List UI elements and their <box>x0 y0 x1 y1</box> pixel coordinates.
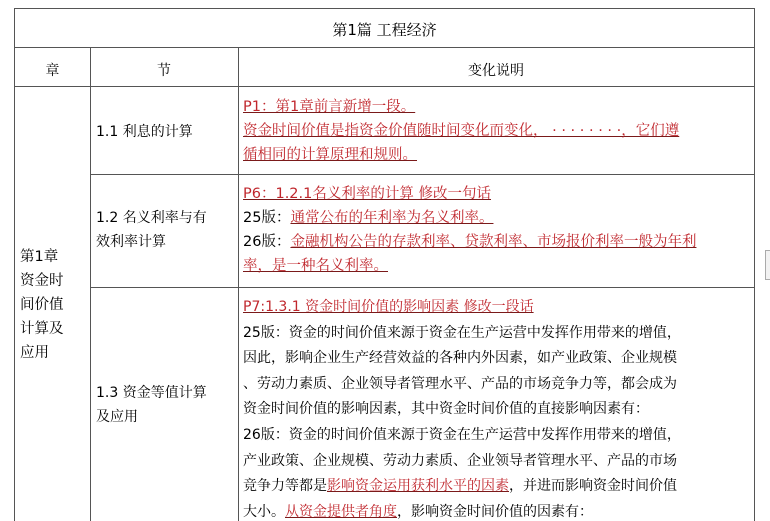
change-table <box>14 8 755 521</box>
column-divider <box>238 47 239 521</box>
table-title: 第1篇 工程经济 <box>332 21 437 39</box>
section-label: 1.3 资金等值计算 及应用 <box>96 385 207 425</box>
chapter-label: 第1章 资金时 间价值 计算及 应用 <box>20 249 64 361</box>
row-divider <box>90 174 754 175</box>
header-description: 变化说明 <box>468 63 524 79</box>
header-chapter: 章 <box>45 63 60 79</box>
change-description: P1：第1章前言新增一段。 资金时间价值是指资金价值随时间变化而变化， · · · · · · · ·，它们遵 循相同的计算原理和规则。 <box>243 99 680 163</box>
section-label: 1.1 利息的计算 <box>96 124 193 140</box>
row-divider <box>90 287 754 288</box>
side-scroll-handle[interactable] <box>765 250 770 280</box>
row-divider <box>15 86 754 87</box>
column-divider <box>90 47 91 521</box>
change-description: P7:1.3.1 资金时间价值的影响因素 修改一段话 25版：资金的时间价值来源于资金在生产运营中发挥作用带来的增值， 因此，影响企业生产经营效益的各种内外因素，如产业政策、企业规模 、劳动力素质、企业领导者管理水平、产品的市场竞争力等，都会成为 资金时间价值的影响因素，其中资金时间价值的直接影响因素有： 26版：资金的时间价值来源于资金在生产运营中发挥作用带来的增值， 产业政策、企业规模、劳动力素质、企业领导者管理水平、产品的市场 竞争力等都是影响资金运用获利水平的因素，并进而影响资金时间价值 大小。从资金提供者角度，影响资金时间价值的因素有： <box>243 299 681 520</box>
change-description: P6：1.2.1名义利率的计算 修改一句话 25版：通常公布的年利率为名义利率。 26版：金融机构公告的存款利率、贷款利率、市场报价利率一般为年利 率，是一种名义利率。 <box>243 186 697 274</box>
header-section: 节 <box>157 63 171 79</box>
row-divider <box>15 47 754 48</box>
section-label: 1.2 名义利率与有 效利率计算 <box>96 210 207 250</box>
